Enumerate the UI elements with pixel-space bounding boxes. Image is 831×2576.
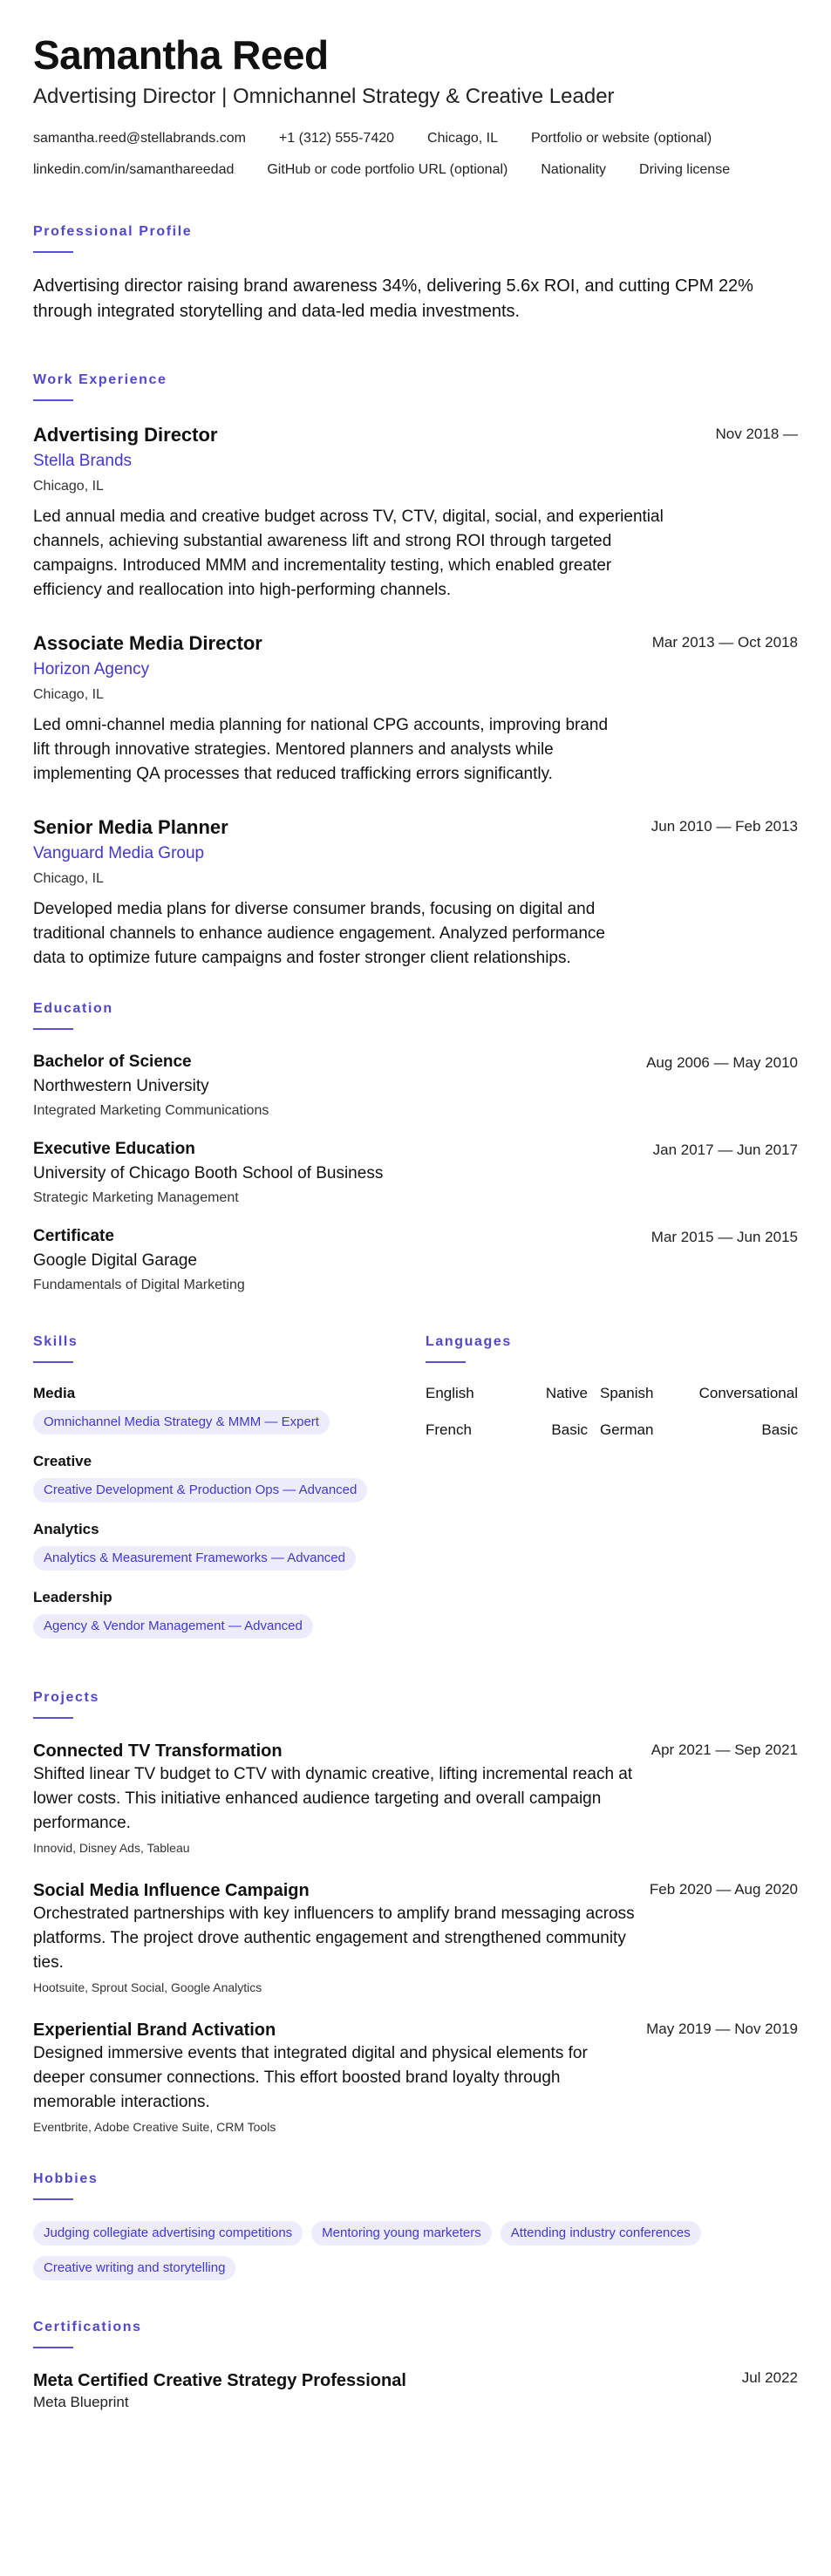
job-location: Chicago, IL — [33, 687, 104, 702]
skill-tag: Analytics & Measurement Frameworks — Advanced — [33, 1546, 356, 1571]
experience-item — [33, 422, 798, 603]
project-name: Social Media Influence Campaign — [33, 1881, 310, 1900]
skill-category: Media — [33, 1385, 76, 1401]
language-list — [426, 1384, 798, 1440]
hobbies-section — [33, 2171, 798, 2280]
skill-group — [33, 1384, 426, 1435]
section-title: Work Experience — [33, 372, 167, 387]
contact-portfolio[interactable]: Portfolio or website (optional) — [530, 131, 712, 146]
experience-item — [33, 630, 798, 787]
project-tools: Eventbrite, Adobe Creative Suite, CRM Tools — [33, 2120, 276, 2134]
education-dates: Jan 2017 — Jun 2017 — [652, 1141, 798, 1158]
contact-list — [33, 131, 798, 178]
contact-github[interactable]: GitHub or code portfolio URL (optional) — [267, 162, 508, 177]
candidate-name: Samantha Reed — [33, 32, 329, 78]
contact-email[interactable]: samantha.reed@stellabrands.com — [33, 131, 246, 146]
language-item — [600, 1384, 798, 1403]
language-name: French — [426, 1421, 472, 1438]
school-name: University of Chicago Booth School of Business — [33, 1164, 384, 1182]
project-tools: Innovid, Disney Ads, Tableau — [33, 1841, 190, 1855]
project-item — [33, 2019, 798, 2136]
degree: Executive Education — [33, 1140, 195, 1158]
certification-item — [33, 2369, 798, 2413]
contact-driving-license: Driving license — [639, 162, 731, 177]
hobby-tag: Judging collegiate advertising competitions — [33, 2221, 303, 2245]
section-title: Hobbies — [33, 2171, 99, 2186]
certification-name: Meta Certified Creative Strategy Professional — [33, 2371, 406, 2390]
project-description: Orchestrated partnerships with key influencers to amplify brand messaging across platforms. The project drove authentic engagement and strengthened community ties. — [33, 1905, 635, 1972]
language-name: English — [426, 1385, 474, 1401]
language-level: Conversational — [698, 1385, 798, 1401]
certification-issuer: Meta Blueprint — [33, 2394, 129, 2410]
experience-dates: Nov 2018 — — [715, 426, 798, 442]
company-name: Horizon Agency — [33, 660, 150, 678]
skill-group — [33, 1588, 426, 1639]
field-of-study: Strategic Marketing Management — [33, 1190, 239, 1205]
company-name: Vanguard Media Group — [33, 844, 205, 862]
contact-phone[interactable]: +1 (312) 555-7420 — [278, 131, 395, 146]
skills-languages-row — [33, 1333, 798, 1656]
company-name: Stella Brands — [33, 452, 133, 470]
skills-section — [33, 1333, 426, 1656]
resume-header — [33, 31, 798, 178]
experience-section — [33, 371, 798, 971]
field-of-study: Fundamentals of Digital Marketing — [33, 1278, 245, 1292]
job-title: Senior Media Planner — [33, 816, 228, 838]
certification-date: Jul 2022 — [741, 2369, 798, 2386]
contact-linkedin[interactable]: linkedin.com/in/samanthareedad — [33, 162, 235, 177]
projects-section — [33, 1689, 798, 2136]
project-dates: Apr 2021 — Sep 2021 — [650, 1741, 798, 1758]
project-dates: May 2019 — Nov 2019 — [646, 2021, 798, 2037]
language-name: German — [600, 1421, 654, 1438]
section-divider — [33, 251, 73, 253]
project-description: Designed immersive events that integrated digital and physical elements for deeper consumer connections. This effort boosted brand loyalty through memorable interactions. — [33, 2044, 588, 2111]
skill-group — [33, 1520, 426, 1571]
certifications-section — [33, 2319, 798, 2413]
school-name: Google Digital Garage — [33, 1251, 197, 1270]
skill-tag: Omnichannel Media Strategy & MMM — Expert — [33, 1410, 330, 1435]
field-of-study: Integrated Marketing Communications — [33, 1103, 269, 1118]
section-title: Skills — [33, 1334, 78, 1349]
language-name: Spanish — [600, 1385, 654, 1401]
hobby-tag: Attending industry conferences — [501, 2221, 701, 2245]
section-divider — [33, 1717, 73, 1719]
degree: Bachelor of Science — [33, 1053, 192, 1071]
job-title: Associate Media Director — [33, 632, 262, 654]
section-divider — [33, 399, 73, 401]
skill-category: Creative — [33, 1453, 92, 1469]
education-section — [33, 1000, 798, 1295]
language-level: Basic — [761, 1421, 798, 1438]
job-title: Advertising Director — [33, 424, 218, 446]
language-level: Basic — [551, 1421, 588, 1438]
job-location: Chicago, IL — [33, 871, 104, 886]
project-name: Experiential Brand Activation — [33, 2021, 276, 2040]
job-location: Chicago, IL — [33, 479, 104, 494]
job-description: Led annual media and creative budget across TV, CTV, digital, social, and experiential channels, achieving substantial awareness lift and strong ROI through targeted campaigns. Introduced MMM and incrementality testing, which enabled greater efficiency and reallocation into high-performing channels. — [33, 508, 664, 599]
section-divider — [33, 1028, 73, 1030]
job-description: Led omni-channel media planning for national CPG accounts, improving brand lift through innovative strategies. Mentored planners and analysts while implementing QA processes that reduced trafficking errors significantly. — [33, 716, 609, 783]
section-divider — [33, 2198, 73, 2200]
project-tools: Hootsuite, Sprout Social, Google Analytics — [33, 1980, 262, 1994]
education-item — [33, 1051, 798, 1121]
hobby-tag: Mentoring young marketers — [311, 2221, 492, 2245]
skill-category: Analytics — [33, 1521, 99, 1537]
section-divider — [426, 1361, 466, 1363]
project-item — [33, 1740, 798, 1857]
section-title: Languages — [426, 1334, 512, 1349]
education-item — [33, 1138, 798, 1208]
profile-section — [33, 223, 798, 324]
contact-location: Chicago, IL — [427, 131, 498, 146]
education-dates: Aug 2006 — May 2010 — [646, 1054, 798, 1071]
language-level: Native — [545, 1385, 588, 1401]
language-item — [426, 1384, 600, 1403]
language-item — [426, 1421, 600, 1440]
languages-section — [426, 1333, 798, 1656]
section-title: Education — [33, 1001, 113, 1016]
project-item — [33, 1879, 798, 1996]
experience-item — [33, 814, 798, 971]
job-description: Developed media plans for diverse consumer brands, focusing on digital and traditional channels to enhance audience engagement. Analyzed performance data to optimize future campaigns and foster stronger client relationships. — [33, 900, 605, 967]
section-title: Professional Profile — [33, 224, 193, 239]
candidate-headline: Advertising Director | Omnichannel Strategy & Creative Leader — [33, 85, 615, 108]
experience-dates: Jun 2010 — Feb 2013 — [650, 818, 798, 835]
section-divider — [33, 2347, 73, 2348]
hobby-tag: Creative writing and storytelling — [33, 2256, 235, 2280]
education-dates: Mar 2015 — Jun 2015 — [650, 1229, 798, 1245]
contact-nationality: Nationality — [541, 162, 607, 177]
skill-tag: Agency & Vendor Management — Advanced — [33, 1614, 313, 1639]
school-name: Northwestern University — [33, 1077, 209, 1095]
section-divider — [33, 1361, 73, 1363]
degree: Certificate — [33, 1227, 114, 1245]
project-dates: Feb 2020 — Aug 2020 — [649, 1881, 798, 1898]
education-item — [33, 1225, 798, 1295]
project-name: Connected TV Transformation — [33, 1741, 283, 1761]
section-title: Projects — [33, 1690, 99, 1705]
skill-tag: Creative Development & Production Ops — Advanced — [33, 1478, 367, 1503]
hobby-list — [33, 2221, 766, 2280]
skill-group — [33, 1452, 426, 1503]
skill-category: Leadership — [33, 1589, 112, 1605]
experience-dates: Mar 2013 — Oct 2018 — [651, 634, 798, 651]
section-title: Certifications — [33, 2320, 142, 2334]
profile-summary: Advertising director raising brand awareness 34%, delivering 5.6x ROI, and cutting CPM 22% through integrated storytelling and data-led media investments. — [33, 276, 753, 321]
project-description: Shifted linear TV budget to CTV with dynamic creative, lifting incremental reach at lower costs. This initiative enhanced audience targeting and overall campaign performance. — [33, 1765, 633, 1832]
language-item — [600, 1421, 798, 1440]
